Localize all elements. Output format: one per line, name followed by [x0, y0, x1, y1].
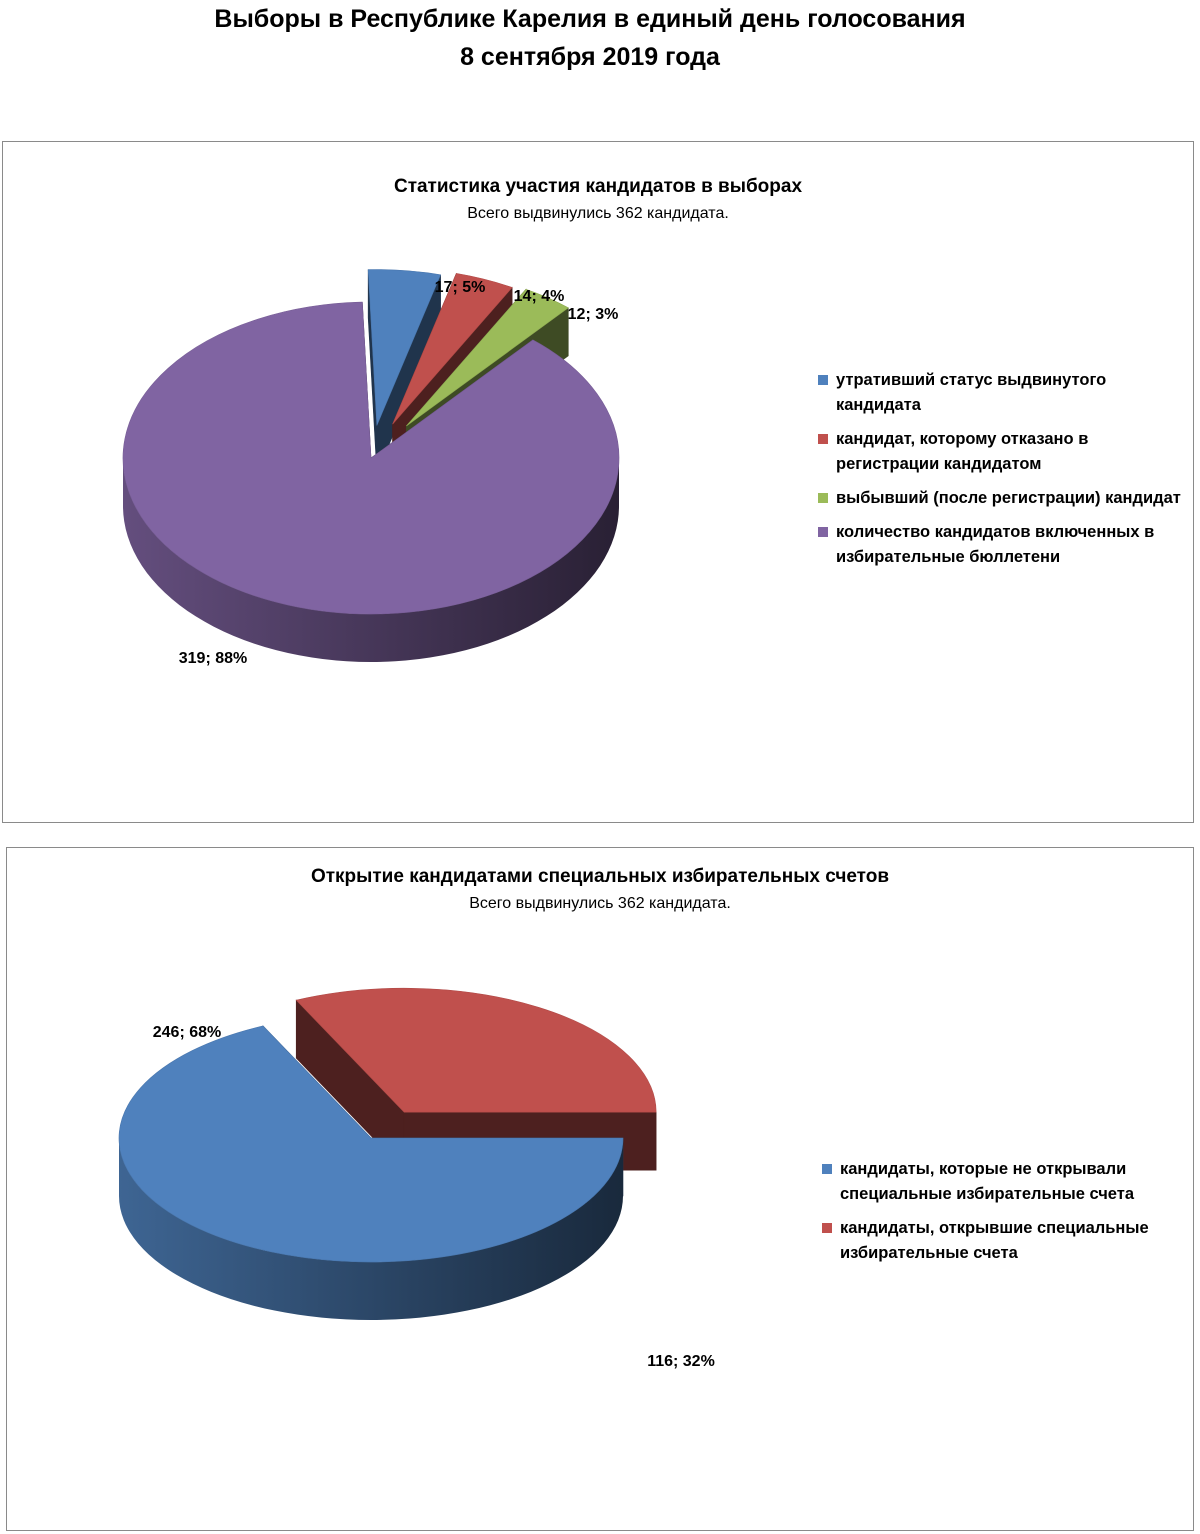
chart-title: Статистика участия кандидатов в выборах [393, 176, 803, 197]
legend-label: кандидаты, которые не открывали специальные избирательные счета [840, 1160, 1134, 1203]
legend [818, 368, 1190, 579]
legend-item-4 [818, 520, 1190, 570]
page-title-line-2: 8 сентября 2019 года [460, 43, 720, 71]
legend-swatch [818, 527, 828, 537]
data-label-2: 14; 4% [513, 288, 565, 305]
legend-item-2 [818, 427, 1190, 477]
legend-item-1 [818, 368, 1190, 418]
chart-subtitle: Всего выдвинулись 362 кандидата. [467, 205, 729, 222]
chart-panel-candidate-participation [2, 141, 1194, 823]
legend-label: выбывший (после регистрации) кандидат [836, 489, 1181, 507]
legend-swatch [822, 1223, 832, 1233]
legend-item-2 [822, 1216, 1187, 1266]
chart-subtitle: Всего выдвинулись 362 кандидата. [469, 895, 731, 912]
pie-chart-participation [3, 142, 783, 824]
legend-swatch [818, 375, 828, 385]
data-label-2: 116; 32% [647, 1353, 715, 1370]
data-label-3: 12; 3% [567, 306, 619, 323]
pie-chart-special-accounts [7, 848, 807, 1532]
data-label-4: 319; 88% [178, 650, 248, 667]
legend-swatch [818, 434, 828, 444]
legend-item-3 [818, 486, 1190, 511]
legend-item-1 [822, 1157, 1187, 1207]
legend-label: кандидат, которому отказано в регистрации кандидатом [836, 430, 1089, 473]
chart-panel-special-accounts [6, 847, 1194, 1531]
legend-label: количество кандидатов включенных в избирательные бюллетени [836, 523, 1155, 566]
legend-label: утративший статус выдвинутого кандидата [836, 371, 1107, 414]
page-title [0, 0, 1180, 76]
legend-label: кандидаты, открывшие специальные избирательные счета [840, 1219, 1149, 1262]
data-label-1: 246; 68% [152, 1024, 222, 1041]
chart-title: Открытие кандидатами специальных избирательных счетов [310, 866, 890, 887]
legend [822, 1157, 1187, 1275]
data-label-1: 17; 5% [434, 279, 486, 296]
legend-swatch [822, 1164, 832, 1174]
legend-swatch [818, 493, 828, 503]
page-title-line-1: Выборы в Республике Карелия в единый день голосования [214, 5, 966, 33]
